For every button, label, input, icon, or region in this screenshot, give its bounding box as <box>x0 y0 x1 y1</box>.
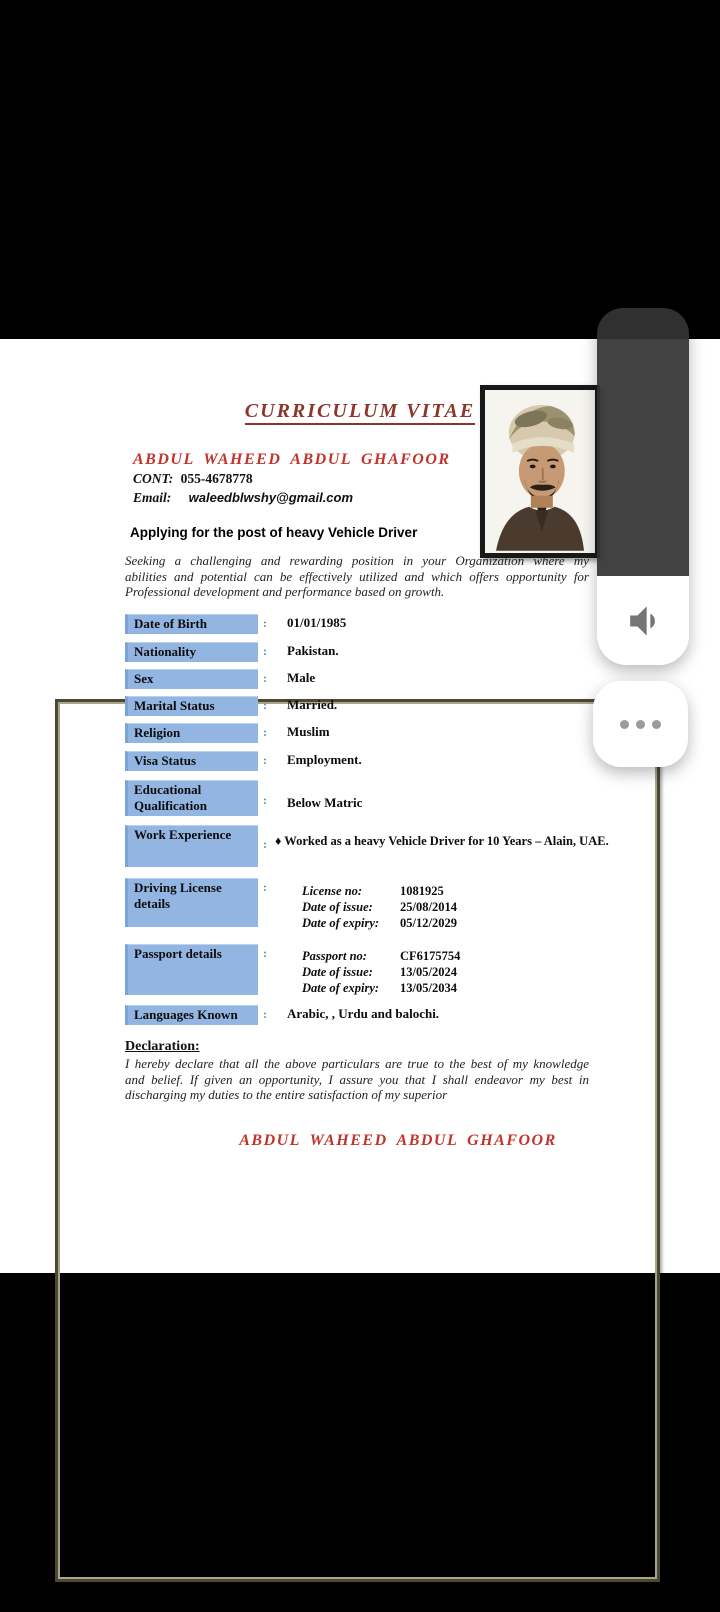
field-label: Work Experience <box>125 825 258 867</box>
field-value: Employment. <box>287 752 362 767</box>
separator: : <box>263 698 267 712</box>
more-horizontal-icon <box>620 720 629 729</box>
separator: : <box>263 837 267 851</box>
declaration-heading: Declaration: <box>125 1039 200 1054</box>
field-value: Married. <box>287 697 338 712</box>
declaration-line: I hereby declare that all the above particulars are true to the best of my knowledge <box>125 1056 589 1071</box>
field-label: Nationality <box>125 642 258 662</box>
more-options-button[interactable] <box>593 681 688 767</box>
field-label: Driving License details <box>125 878 258 927</box>
subfield: License no: 1081925 <box>302 884 444 898</box>
signature-name: ABDUL WAHEED ABDUL GHAFOOR <box>239 1132 557 1149</box>
cv-title: CURRICULUM VITAE <box>140 400 580 423</box>
email-label: Email: <box>133 490 172 505</box>
field-value: Male <box>287 670 316 685</box>
subfield: Date of expiry: 13/05/2034 <box>302 981 457 996</box>
more-horizontal-icon <box>636 720 645 729</box>
declaration-line: and belief. If given an opportunity, I assure you that I shall endeavor my best in <box>125 1071 589 1087</box>
objective-line: Professional development and performance based on growth. <box>125 584 445 600</box>
contact-line <box>133 471 253 487</box>
separator: : <box>263 753 267 767</box>
objective-line: Seeking a challenging and rewarding position in your Organization where my <box>125 553 589 568</box>
subfield: Date of issue: 25/08/2014 <box>302 900 457 915</box>
separator: : <box>263 671 267 685</box>
portrait-illustration <box>485 390 595 553</box>
field-label: Marital Status <box>125 696 258 716</box>
separator: : <box>263 1007 267 1021</box>
field-value: Arabic, , Urdu and balochi. <box>287 1006 440 1021</box>
applying-line: Applying for the post of heavy Vehicle Driver <box>130 525 418 540</box>
subfield: Date of expiry: 05/12/2029 <box>302 916 457 931</box>
field-label: Passport details <box>125 944 258 995</box>
objective-paragraph <box>125 553 589 600</box>
separator: : <box>263 946 267 960</box>
subfield: Date of issue: 13/05/2024 <box>302 965 457 980</box>
candidate-name: ABDUL WAHEED ABDUL GHAFOOR <box>133 451 451 468</box>
speaker-low-icon <box>621 599 665 643</box>
field-value: ♦ Worked as a heavy Vehicle Driver for 10 Years – Alain, UAE. <box>275 834 609 848</box>
volume-slider-overlay[interactable] <box>597 308 689 665</box>
field-label: Date of Birth <box>125 614 258 634</box>
field-label: Languages Known <box>125 1005 258 1025</box>
contact-value: 055-4678778 <box>180 471 253 486</box>
field-label: Religion <box>125 723 258 743</box>
driving-license-fields <box>302 883 632 932</box>
subfield: Passport no: CF6175754 <box>302 949 461 963</box>
separator: : <box>263 616 267 630</box>
volume-track[interactable] <box>597 308 689 576</box>
declaration-paragraph <box>125 1056 589 1103</box>
field-value: Pakistan. <box>287 643 339 658</box>
separator: : <box>263 880 267 894</box>
field-value: Muslim <box>287 724 330 739</box>
email-value: waleedblwshy@gmail.com <box>188 490 354 505</box>
field-value: 01/01/1985 <box>287 615 347 630</box>
volume-button[interactable] <box>597 576 689 665</box>
field-label: Sex <box>125 669 258 689</box>
email-line <box>133 490 353 506</box>
portrait-photo <box>480 385 600 558</box>
objective-line: abilities and potential can be effectively utilized and which offers opportunity for <box>125 568 589 584</box>
separator: : <box>263 644 267 658</box>
field-value: Below Matric <box>287 795 363 810</box>
passport-fields <box>302 948 632 997</box>
separator: : <box>263 793 267 807</box>
contact-label: CONT: <box>133 471 174 486</box>
separator: : <box>263 725 267 739</box>
more-horizontal-icon <box>652 720 661 729</box>
field-label: Visa Status <box>125 751 258 771</box>
field-label: Educational Qualification <box>125 780 258 816</box>
declaration-line: discharging my duties to the entire satisfaction of my superior <box>125 1087 448 1103</box>
